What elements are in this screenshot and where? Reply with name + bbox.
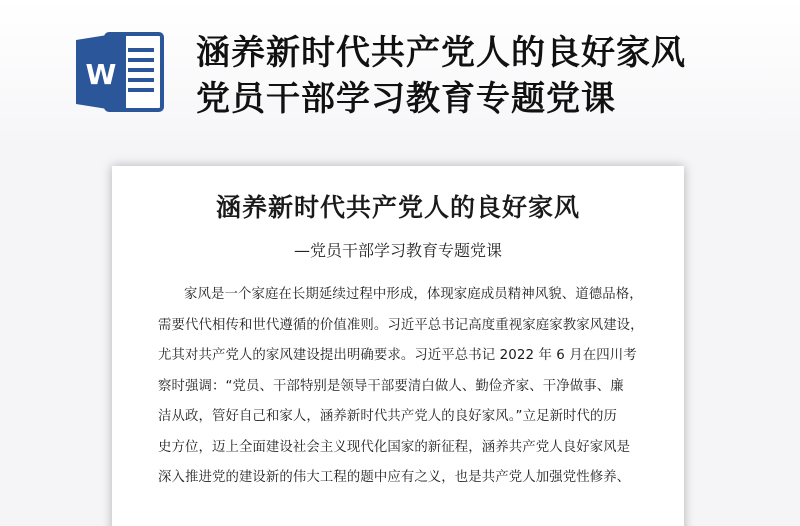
header-banner <box>0 0 800 140</box>
body-line: 家风是一个家庭在长期延续过程中形成，体现家庭成员精神风貌、道德品格， <box>184 287 643 302</box>
body-line: 深入推进党的建设新的伟大工程的题中应有之义，也是共产党人加强党性修养、 <box>158 470 631 485</box>
body-line: 史方位，迈上全面建设社会主义现代化国家的新征程，涵养共产党人良好家风是 <box>158 439 631 455</box>
document-page <box>112 166 684 526</box>
body-line: 尤其对共产党人的家风建设提出明确要求。习近平总书记 2022 年 6 月在四川考 <box>158 348 637 363</box>
document-body <box>158 280 654 494</box>
body-line: 洁从政，管好自己和家人，涵养新时代共产党人的良好家风。”立足新时代的历 <box>158 409 618 424</box>
word-icon-letter: W <box>85 58 117 91</box>
document-subtitle: —党员干部学习教育专题党课 <box>293 241 502 260</box>
body-line: 察时强调：“党员、干部特别是领导干部要清白做人、勤俭齐家、干净做事、廉 <box>158 378 624 394</box>
page-title-line-1: 涵养新时代共产党人的良好家风 <box>196 33 686 73</box>
page-title <box>196 30 776 122</box>
body-line: 需要代代相传和世代遵循的价值准则。习近平总书记高度重视家庭家教家风建设， <box>158 317 644 333</box>
page-title-line-2: 党员干部学习教育专题党课 <box>196 79 616 119</box>
document-title: 涵养新时代共产党人的良好家风 <box>215 193 580 222</box>
word-document-icon <box>76 30 166 114</box>
